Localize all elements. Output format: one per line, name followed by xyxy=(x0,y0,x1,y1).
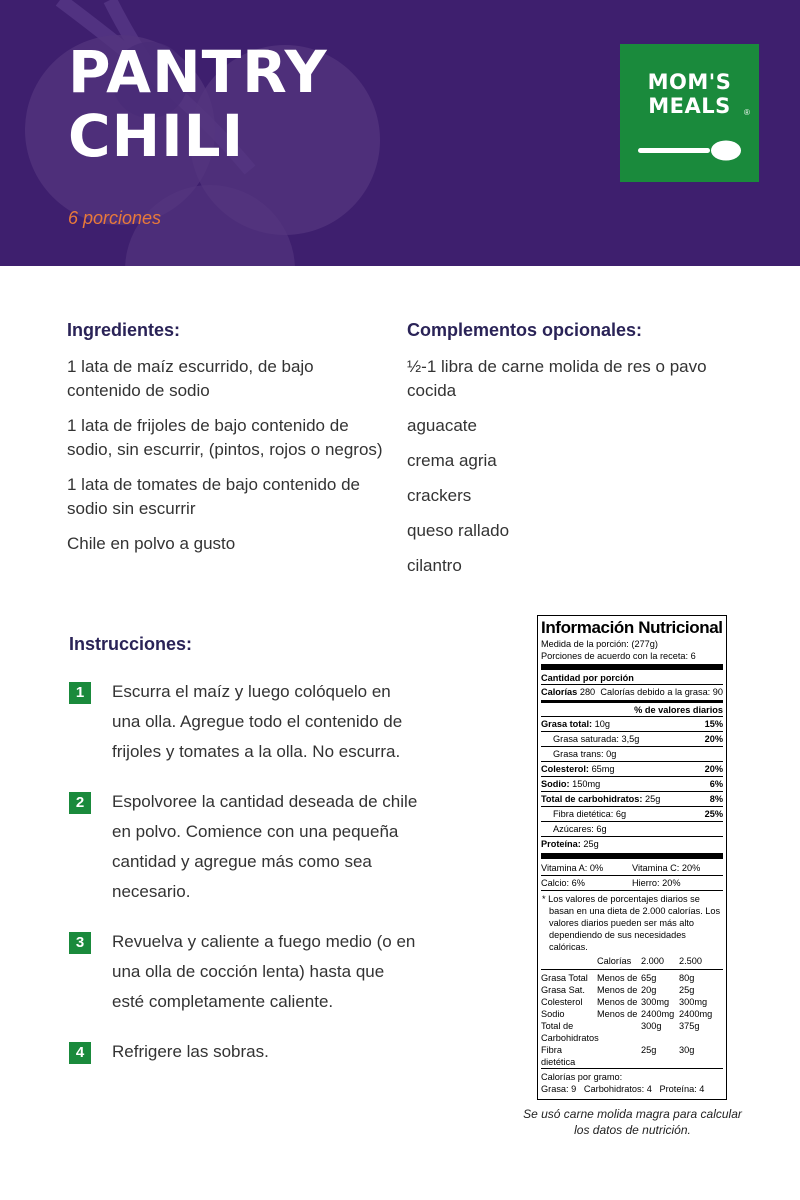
nutrient-name: Grasa trans: xyxy=(553,749,604,759)
amount-per-serving: Cantidad por porción xyxy=(541,673,634,683)
nutrient-name: Azúcares: xyxy=(553,824,594,834)
nutrient-amount: 25g xyxy=(644,794,661,804)
nutrient-name: Total de carbohidratos: xyxy=(541,794,643,804)
nutrient-amount: 3,5g xyxy=(621,734,640,744)
nutrient-amount: 6g xyxy=(615,809,627,819)
nutrient-row xyxy=(541,716,723,731)
nutrient-row xyxy=(541,791,723,806)
nutrient-amount: 65mg xyxy=(591,764,615,774)
logo-line-1: MOM'S xyxy=(647,70,732,94)
registered-mark: ® xyxy=(744,108,750,117)
nutrition-title: Información Nutricional xyxy=(541,618,723,637)
nutrient-dv: 20% xyxy=(704,764,723,774)
nutrient-name: Sodio: xyxy=(541,779,570,789)
nutrient-dv: 8% xyxy=(709,794,723,804)
ingredients-list xyxy=(67,355,387,556)
nutrient-label xyxy=(541,793,660,805)
dv-table-cell: Menos de xyxy=(597,997,638,1007)
nutrient-amount: 25g xyxy=(583,839,599,849)
divider xyxy=(541,664,723,670)
nutrient-dv: 6% xyxy=(709,779,723,789)
nutrient-label xyxy=(553,748,616,760)
instructions-section xyxy=(69,634,419,1087)
nutrient-dv: 25% xyxy=(704,809,723,819)
dv-table xyxy=(541,969,723,1068)
step-number-badge: 2 xyxy=(69,792,91,814)
dv-table-cell: 30g xyxy=(679,1045,695,1055)
dv-table-cell: Colesterol xyxy=(541,997,583,1007)
vitamin-row xyxy=(541,861,723,875)
calories-value: 280 xyxy=(579,687,596,697)
nutrient-label xyxy=(541,778,600,790)
dv-table-cell: Fibra dietética xyxy=(541,1045,576,1067)
nutrient-label xyxy=(553,733,639,745)
per-gram-section xyxy=(541,1068,723,1097)
dv-table-cell: 300g xyxy=(641,1021,662,1031)
moms-meals-logo xyxy=(620,44,759,182)
optional-item: ½-1 libra de carne molida de res o pavo cocida xyxy=(407,357,707,400)
nutrient-name: Fibra dietética: xyxy=(553,809,614,819)
dv-head-cell: 2.000 xyxy=(641,956,664,966)
dv-table-row xyxy=(541,1020,723,1044)
spoon-icon xyxy=(638,139,742,163)
calories-from-fat: Calorías debido a la grasa: 90 xyxy=(600,687,723,697)
instructions-steps xyxy=(69,677,419,1067)
dv-table-cell: Total de Carbohidratos xyxy=(541,1021,599,1043)
nutrient-dv: 15% xyxy=(704,719,723,729)
dv-table-cell: Menos de xyxy=(597,1009,638,1019)
dv-table-row xyxy=(541,1044,723,1068)
dv-table-row xyxy=(541,972,723,984)
optional-item: queso rallado xyxy=(407,521,510,540)
divider xyxy=(541,853,723,859)
nutrition-facts-panel xyxy=(537,615,727,1100)
step-item xyxy=(69,927,419,1017)
nutrient-row xyxy=(541,836,723,851)
optional-section xyxy=(407,320,747,589)
dv-table-cell: Grasa Total xyxy=(541,973,588,983)
logo-line-2: MEALS xyxy=(648,94,731,118)
nutrient-row xyxy=(541,821,723,836)
dv-table-cell xyxy=(597,1020,641,1044)
dv-table-cell: 2400mg xyxy=(679,1009,713,1019)
dv-head-cell xyxy=(541,955,597,967)
optional-list xyxy=(407,355,747,578)
vitamin-a: Vitamina A: 0% xyxy=(541,863,604,873)
dv-table-row xyxy=(541,996,723,1008)
mineral-row xyxy=(541,875,723,890)
step-number-badge: 1 xyxy=(69,682,91,704)
dv-table-header xyxy=(541,955,723,969)
dv-head-cell: Calorías xyxy=(597,956,632,966)
optional-item: crackers xyxy=(407,486,472,505)
nutrient-name: Proteína: xyxy=(541,839,581,849)
ingredient-item: 1 lata de maíz escurrido, de bajo contenido de sodio xyxy=(67,357,314,400)
nutrient-name: Grasa saturada: xyxy=(553,734,619,744)
nutrient-label xyxy=(541,763,615,775)
step-text: Revuelva y caliente a fuego medio (o en una olla de cocción lenta) hasta que esté completamente caliente. xyxy=(112,932,416,1011)
calories-label: Calorías xyxy=(541,687,578,697)
nutrient-label xyxy=(553,808,626,820)
optional-item: aguacate xyxy=(407,416,477,435)
per-gram-title: Calorías por gramo: xyxy=(541,1072,623,1082)
nutrient-label xyxy=(541,838,599,850)
nutrient-row xyxy=(541,731,723,746)
dv-table-cell: 65g xyxy=(641,973,657,983)
servings-per-recipe: Porciones de acuerdo con la receta: 6 xyxy=(541,651,696,661)
nutrient-amount: 10g xyxy=(594,719,610,729)
iron: Hierro: 20% xyxy=(632,878,681,888)
step-item xyxy=(69,1037,419,1067)
servings-label: 6 porciones xyxy=(68,208,162,228)
title-line-2: CHILI xyxy=(68,102,245,170)
serving-size: Medida de la porción: (277g) xyxy=(541,639,658,649)
step-number-badge: 3 xyxy=(69,932,91,954)
vitamin-c: Vitamina C: 20% xyxy=(632,863,701,873)
nutrition-note: Se usó carne molida magra para calcular los datos de nutrición. xyxy=(523,1107,742,1137)
nutrient-row xyxy=(541,761,723,776)
nutrient-amount: 150mg xyxy=(572,779,601,789)
dv-head-cell: 2.500 xyxy=(679,956,702,966)
ingredient-item: 1 lata de frijoles de bajo contenido de sodio, sin escurrir, (pintos, rojos o negros) xyxy=(67,416,383,459)
step-number-badge: 4 xyxy=(69,1042,91,1064)
dv-footnote: * Los valores de porcentajes diarios se basan en una dieta de 2.000 calorías. Los valores diarios pueden ser más alto dependiendo de sus necesidades calóricas. xyxy=(541,890,723,955)
nutrient-row xyxy=(541,806,723,821)
dv-table-row xyxy=(541,984,723,996)
optional-item: cilantro xyxy=(407,556,462,575)
optional-heading: Complementos opcionales: xyxy=(407,320,643,340)
dv-table-cell: Menos de xyxy=(597,973,638,983)
dv-table-cell: Sodio xyxy=(541,1009,565,1019)
dv-table-cell: 2400mg xyxy=(641,1009,675,1019)
nutrient-row xyxy=(541,746,723,761)
ingredient-item: Chile en polvo a gusto xyxy=(67,534,236,553)
ingredients-heading: Ingredientes: xyxy=(67,320,181,340)
step-item xyxy=(69,787,419,907)
title-line-1: PANTRY xyxy=(68,38,328,106)
optional-item: crema agria xyxy=(407,451,497,470)
nutrient-amount: 0g xyxy=(606,749,617,759)
nutrient-name: Grasa total: xyxy=(541,719,593,729)
nutrient-dv: 20% xyxy=(704,734,723,744)
dv-table-cell: 375g xyxy=(679,1021,700,1031)
dv-table-cell: 300mg xyxy=(641,997,670,1007)
dv-table-cell: Menos de xyxy=(597,985,638,995)
dv-table-cell: 80g xyxy=(679,973,695,983)
step-item xyxy=(69,677,419,767)
recipe-title xyxy=(68,40,328,168)
nutrient-name: Colesterol: xyxy=(541,764,589,774)
per-gram-values: Grasa: 9 Carbohidratos: 4 Proteína: 4 xyxy=(541,1084,705,1094)
dv-table-cell: Grasa Sat. xyxy=(541,985,585,995)
dv-table-cell: 25g xyxy=(641,1045,657,1055)
nutrient-rows xyxy=(541,716,723,851)
ingredient-item: 1 lata de tomates de bajo contenido de sodio sin escurrir xyxy=(67,475,360,518)
instructions-heading: Instrucciones: xyxy=(69,634,193,654)
nutrient-row xyxy=(541,776,723,791)
dv-table-cell: 20g xyxy=(641,985,657,995)
ingredients-section xyxy=(67,320,387,567)
dv-table-cell: 25g xyxy=(679,985,695,995)
calories-row xyxy=(541,684,723,699)
divider xyxy=(541,700,723,703)
calcium: Calcio: 6% xyxy=(541,878,585,888)
nutrient-label xyxy=(553,823,607,835)
dv-table-row xyxy=(541,1008,723,1020)
nutrient-label xyxy=(541,718,610,730)
step-text: Escurra el maíz y luego colóquelo en una olla. Agregue todo el contenido de frijoles y tomates a la olla. No escurra. xyxy=(112,682,403,761)
dv-header: % de valores diarios xyxy=(634,705,723,715)
dv-table-cell: 300mg xyxy=(679,997,708,1007)
header-banner xyxy=(0,0,800,266)
dv-table-cell xyxy=(597,1044,641,1068)
step-text: Refrigere las sobras. xyxy=(112,1042,269,1061)
nutrient-amount: 6g xyxy=(596,824,607,834)
step-text: Espolvoree la cantidad deseada de chile en polvo. Comience con una pequeña cantidad y agregue más como sea necesario. xyxy=(112,792,418,901)
